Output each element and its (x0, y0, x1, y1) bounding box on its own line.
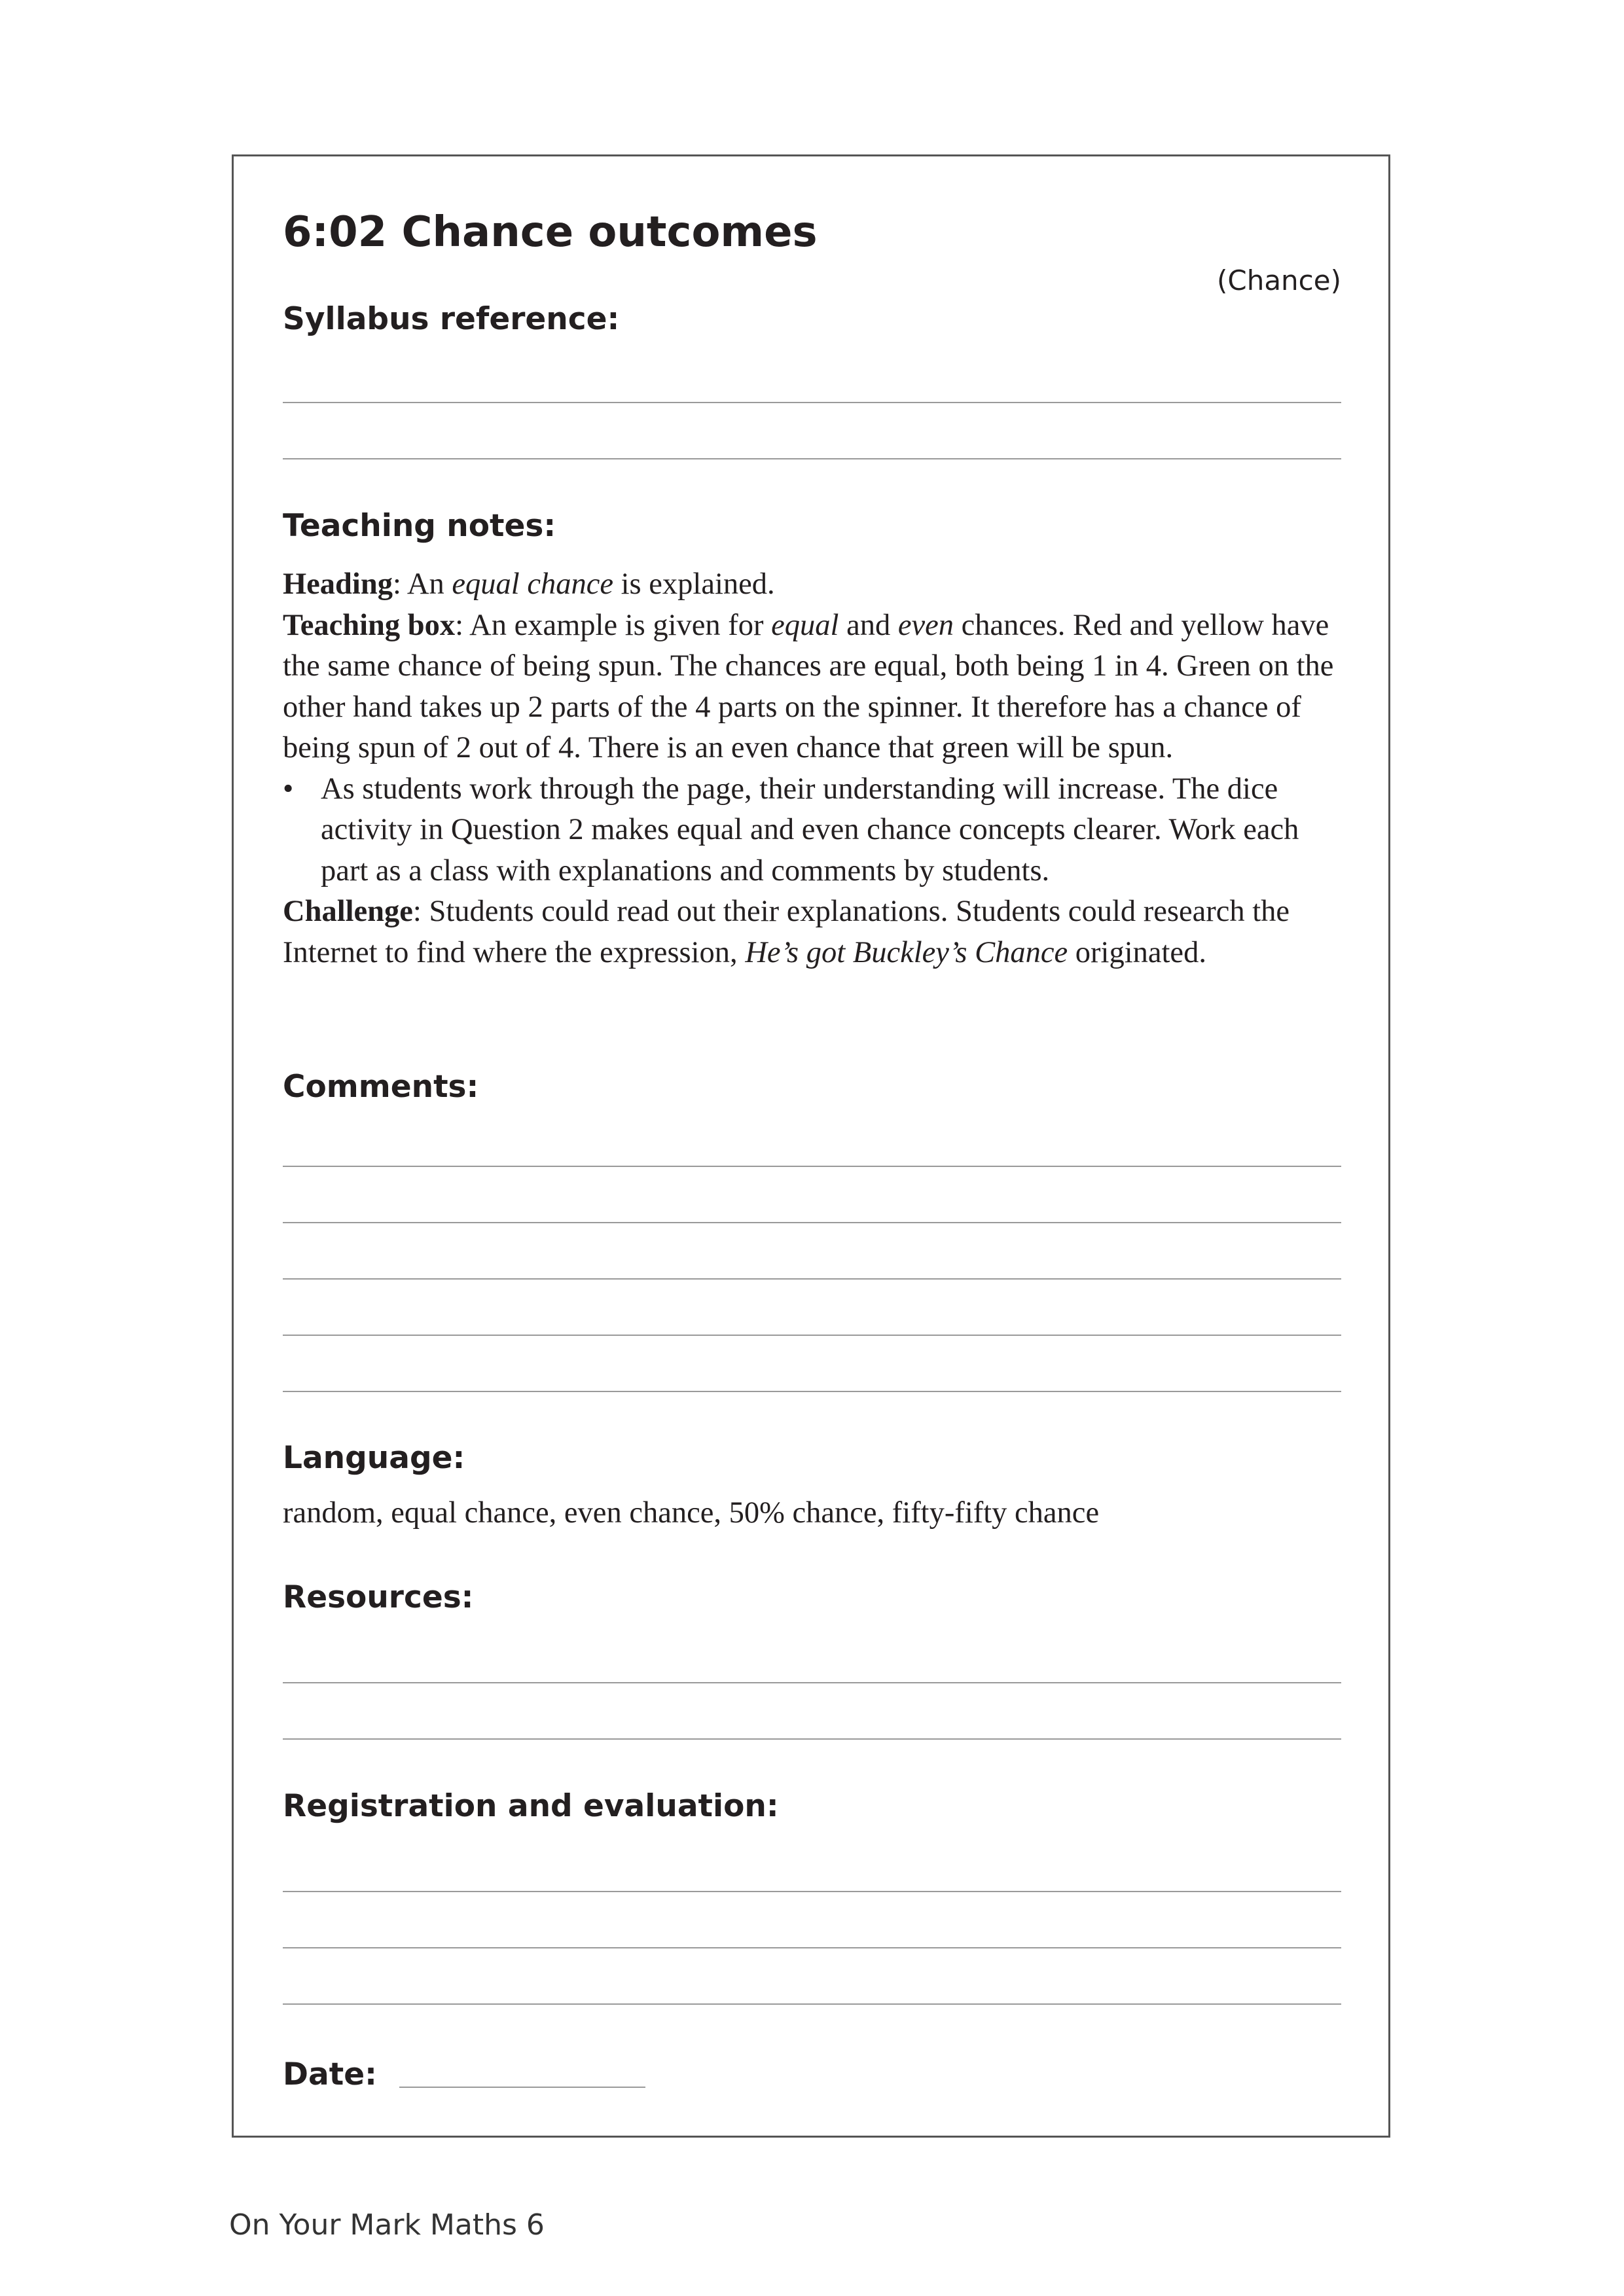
registration-writing-line[interactable] (283, 1947, 1341, 1948)
teaching-box-note (283, 605, 1350, 769)
registration-label: Registration and evaluation: (283, 1788, 779, 1824)
heading-note-text: : An (392, 567, 452, 601)
teaching-notes-label: Teaching notes: (283, 508, 556, 544)
heading-note-label: Heading (283, 567, 393, 601)
registration-writing-line[interactable] (283, 2003, 1341, 2005)
bullet-text: As students work through the page, their understanding will increase. The dice activity in Question 2 makes equal and even chance concepts clearer. Work each part as a class with explanations and comments by students. (321, 772, 1299, 888)
teaching-notes-body (283, 564, 1350, 973)
comments-writing-line[interactable] (283, 1278, 1341, 1280)
heading-note (283, 564, 1350, 605)
teaching-box-text: chances. Red and yellow have the same chance of being spun. The chances are equal, both being 1 in 4. Green on the other hand takes up 2 parts of the 4 parts on the spinner. It therefore has a chance of being spun of 2 out of 4. There is an even chance that green will be spun. (283, 608, 1334, 764)
challenge-emphasis: He’s got Buckley’s Chance (745, 935, 1068, 969)
page-frame (232, 154, 1390, 2138)
syllabus-writing-line[interactable] (283, 402, 1341, 403)
teaching-box-label: Teaching box (283, 608, 456, 642)
language-text: random, equal chance, even chance, 50% chance, fifty-fifty chance (283, 1496, 1100, 1530)
challenge-note (283, 891, 1350, 973)
comments-label: Comments: (283, 1069, 479, 1105)
challenge-label: Challenge (283, 895, 413, 928)
date-label: Date: (283, 2056, 377, 2092)
bullet-icon: • (283, 772, 294, 806)
registration-writing-line[interactable] (283, 1891, 1341, 1892)
teaching-box-emphasis: even (897, 608, 954, 642)
comments-writing-line[interactable] (283, 1222, 1341, 1223)
resources-writing-line[interactable] (283, 1738, 1341, 1740)
page-footer: On Your Mark Maths 6 (229, 2208, 545, 2242)
syllabus-writing-line[interactable] (283, 458, 1341, 459)
language-label: Language: (283, 1440, 465, 1476)
syllabus-reference-label: Syllabus reference: (283, 301, 620, 337)
heading-note-emphasis: equal chance (452, 567, 613, 601)
bullet-item (283, 769, 1350, 892)
comments-writing-line[interactable] (283, 1166, 1341, 1167)
teaching-box-text: : An example is given for (455, 608, 772, 642)
heading-note-text: is explained. (613, 567, 775, 601)
comments-writing-line[interactable] (283, 1391, 1341, 1392)
challenge-text: : Students could read out their explanations. Students could research the Internet to find where the expression, (283, 895, 1290, 969)
resources-label: Resources: (283, 1579, 474, 1615)
teaching-box-emphasis: equal (771, 608, 839, 642)
teaching-box-text: and (839, 608, 898, 642)
resources-writing-line[interactable] (283, 1682, 1341, 1683)
date-writing-line[interactable] (399, 2087, 645, 2088)
comments-writing-line[interactable] (283, 1335, 1341, 1336)
page-title: 6:02 Chance outcomes (283, 208, 818, 257)
challenge-text: originated. (1068, 935, 1206, 969)
strand-label: (Chance) (1216, 264, 1341, 296)
